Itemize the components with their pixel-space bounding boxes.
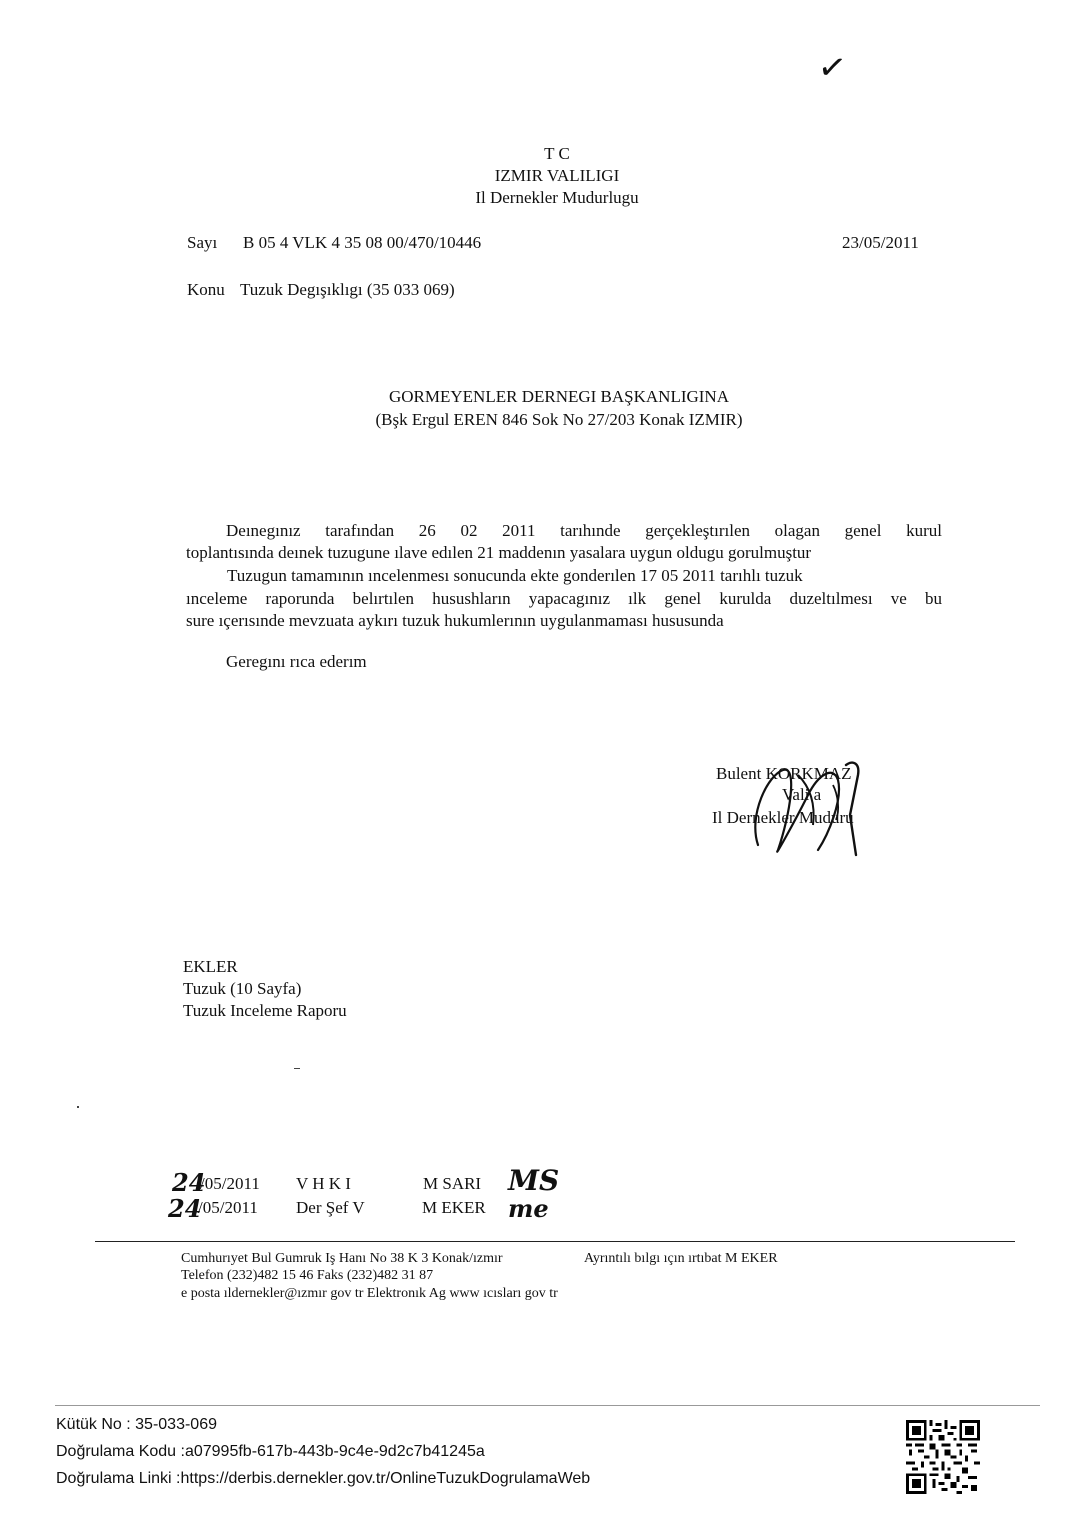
attachments-heading: EKLER: [183, 957, 238, 976]
footer-phone: Telefon (232)482 15 46 Faks (232)482 31 87: [181, 1268, 434, 1283]
footer-web: e posta ıldernekler@ızmır gov tr Elektronık Ag www ıcısları gov tr: [181, 1286, 558, 1301]
paraph-initials: MS: [508, 1164, 560, 1197]
signer-title: Il Dernekler Muduru: [712, 808, 854, 827]
attachment-item-2: Tuzuk Inceleme Raporu: [183, 1001, 347, 1020]
header-mudurluk: Il Dernekler Mudurlugu: [475, 188, 639, 207]
konu-value: Tuzuk Degışıklıgı (35 033 069): [240, 280, 455, 299]
verification-code: Doğrulama Kodu :a07995fb-617b-443b-9c4e-9d2c7b41245a: [56, 1443, 485, 1460]
verification-link[interactable]: Doğrulama Linki :https://derbis.dernekler.gov.tr/OnlineTuzukDogrulamaWeb: [56, 1470, 591, 1487]
paraph-person: M EKER: [422, 1198, 486, 1217]
recipient-title: GORMEYENLER DERNEGI BAŞKANLIGINA: [389, 387, 729, 406]
recipient-address: (Bşk Ergul EREN 846 Sok No 27/203 Konak IZMIR): [375, 410, 743, 429]
body-paragraph-2-line-2: ınceleme raporunda belırtılen husushların yapacagınız ılk genel kurulda duzeltılmesı ve bu: [186, 589, 942, 608]
signer-authority: Vali a: [782, 785, 822, 804]
paraph-row-2: [168, 1196, 588, 1224]
paraph-day: 24: [172, 1168, 206, 1197]
qr-code: [906, 1420, 980, 1494]
body-paragraph-1-line-2: toplantısında deınek tuzugune ılave edılen 21 maddenın yasalara uygun oldugu gorulmuştur: [186, 543, 812, 562]
paraph-person: M SARI: [423, 1174, 482, 1193]
signer-name: Bulent KORKMAZ: [716, 764, 852, 783]
paraph-date: /05/2011: [198, 1198, 258, 1217]
document-date: 23/05/2011: [842, 233, 919, 252]
footer-divider: [95, 1241, 1015, 1242]
paraph-role: Der Şef V: [296, 1198, 365, 1217]
signature-scribble: [738, 755, 888, 865]
paraph-initials: me: [508, 1194, 549, 1223]
body-paragraph-2-line-1: Tuzugun tamamının ıncelenmesı sonucunda ekte gonderılen 17 05 2011 tarıhlı tuzuk: [227, 566, 803, 585]
speck: [77, 1106, 79, 1108]
body-paragraph-2-line-3: sure ıçerısınde mevzuata aykırı tuzuk hukumlerının uygulanmaması hususunda: [186, 611, 724, 630]
konu-label: Konu: [187, 280, 225, 299]
header-valilik: IZMIR VALILIGI: [494, 166, 620, 185]
header-tc: T C: [544, 144, 570, 163]
check-mark: ✓: [815, 48, 849, 89]
attachment-item-1: Tuzuk (10 Sayfa): [183, 979, 302, 998]
paraph-date: /05/2011: [200, 1174, 260, 1193]
verification-kutuk: Kütük No : 35-033-069: [56, 1416, 217, 1433]
body-paragraph-1-line-1: Deınegınız tarafından 26 02 2011 tarıhınde gerçekleştırılen olagan genel kurul: [226, 521, 942, 540]
sayi-label: Sayı: [187, 233, 218, 252]
sayi-value: B 05 4 VLK 4 35 08 00/470/10446: [243, 233, 482, 252]
verification-divider: [55, 1405, 1040, 1406]
footer-address: Cumhurıyet Bul Gumruk Iş Hanı No 38 K 3 Konak/ızmır: [181, 1251, 503, 1266]
closing-line: Geregını rıca ederım: [226, 652, 367, 671]
speck: [294, 1068, 300, 1069]
paraph-day: 24: [168, 1194, 202, 1223]
footer-contact: Ayrıntılı bılgı ıçın ırtıbat M EKER: [584, 1251, 778, 1266]
paraph-role: V H K I: [296, 1174, 351, 1193]
